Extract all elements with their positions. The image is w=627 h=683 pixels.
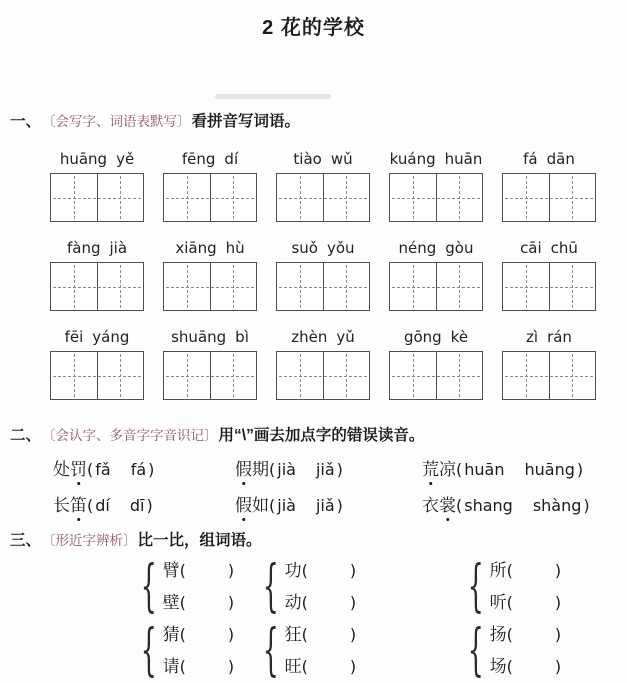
pinyin-label [67,237,127,257]
paren-close-icon: ) [227,657,235,676]
paren-close-icon: ) [227,625,235,644]
phonetic-item [422,455,627,480]
hanzi-char: 凉 [439,460,456,479]
pinyin-syllable: gōng [403,328,442,346]
brace-icon: { [140,618,157,683]
grid-cell[interactable] [436,174,483,221]
pinyin-word-group [50,148,144,222]
pinyin-label [526,326,572,346]
grid-cell[interactable] [503,352,549,399]
compare-hanzi-char: 所 [489,561,507,580]
grid-cell[interactable] [503,263,549,310]
paren-open-icon: ( [456,496,463,515]
pinyin-syllable: huān [444,150,483,168]
paren-open-icon: ( [301,657,308,676]
pinyin-grid-row [50,237,627,311]
pinyin-syllable: gòu [445,239,474,257]
grid-cell[interactable] [210,263,257,310]
pinyin-syllable: yáng [92,328,130,346]
section-1-tag: 〔会写字、词语表默写〕 [42,114,191,129]
paren-open-icon: ( [506,625,513,644]
section-1-instruction: 看拼音写词语。 [191,113,301,130]
paren-close-icon: ) [227,593,235,612]
hanzi-word [422,460,456,479]
grid-cell[interactable] [323,352,370,399]
paren-close-icon: ) [336,460,343,479]
pinyin-syllable: kuáng [389,150,436,168]
paren-open-icon: ( [301,561,308,580]
paren-open-icon: ( [87,496,94,515]
phonetic-row [53,491,627,516]
writing-grid[interactable] [163,351,257,400]
character-pair-group [131,618,253,683]
pair-lines [490,622,562,680]
grid-cell[interactable] [97,263,144,310]
pinyin-syllable: shuāng [171,328,227,346]
pinyin-word-group [389,326,483,400]
paren-close-icon: ) [554,561,562,580]
phonetic-item [53,455,235,480]
paren-close-icon: ) [146,496,153,515]
pinyin-word-group [50,326,144,400]
grid-cell[interactable] [97,174,144,221]
pinyin-option-1: shang [464,496,513,515]
pinyin-option-2: fá [130,460,147,479]
grid-cell[interactable] [277,352,323,399]
grid-cell[interactable] [210,174,257,221]
compare-hanzi-char: 请 [162,657,180,676]
paren-open-icon: ( [269,496,276,515]
grid-cell[interactable] [390,174,436,221]
pinyin-syllable: cāi [520,239,542,257]
writing-grid[interactable] [389,351,483,400]
pinyin-syllable: fá [523,150,538,168]
paren-close-icon: ) [349,593,357,612]
pair-lines [285,622,357,680]
pair-line [285,558,357,584]
grid-cell[interactable] [323,263,370,310]
paren-open-icon: ( [506,561,513,580]
paren-close-icon: ) [349,625,357,644]
compare-hanzi-char: 听 [489,593,507,612]
pair-lines [285,558,357,616]
section-2-header [10,423,627,445]
pair-row [131,554,627,619]
writing-grid[interactable] [389,173,483,222]
writing-grid[interactable] [502,262,596,311]
grid-cell[interactable] [436,263,483,310]
pinyin-label [390,148,483,168]
hanzi-word [235,460,269,479]
compare-hanzi-char: 猜 [162,625,180,644]
compare-hanzi-char: 动 [284,593,302,612]
pinyin-writing-exercise [0,148,627,400]
pair-row [131,618,627,683]
pinyin-word-group [50,237,144,311]
paren-close-icon: ) [554,625,562,644]
section-1-number: 一、 [10,113,42,130]
pinyin-syllable: suǒ [291,239,318,257]
pinyin-label [182,148,238,168]
pinyin-grid-row [50,326,627,400]
pinyin-word-group [276,237,370,311]
brace-icon: { [262,618,279,683]
paren-close-icon: ) [554,657,562,676]
pinyin-option-2: dī [129,496,145,515]
grid-cell[interactable] [503,174,549,221]
pinyin-label [291,326,355,346]
phonetic-item [235,491,422,516]
pinyin-word-group [502,237,596,311]
dotted-hanzi-char: 裳 [439,491,456,516]
pinyin-option-1: dí [95,496,110,515]
grid-cell[interactable] [51,263,97,310]
grid-cell[interactable] [51,174,97,221]
grid-cell[interactable] [164,352,210,399]
pinyin-grid-row [50,148,627,222]
pinyin-syllable: hù [225,239,245,257]
compare-hanzi-char: 壁 [162,593,180,612]
paren-open-icon: ( [301,593,308,612]
paren-close-icon: ) [349,657,357,676]
grid-cell[interactable] [549,174,596,221]
paren-close-icon: ) [349,561,357,580]
paren-close-icon: ) [576,460,584,479]
section-1-header [10,109,627,131]
pinyin-word-group [389,237,483,311]
phonetic-row [53,455,627,480]
pair-line [490,622,562,648]
pinyin-word-group [163,326,257,400]
writing-grid[interactable] [163,173,257,222]
grid-cell[interactable] [549,352,596,399]
pinyin-syllable: yě [116,150,135,168]
dotted-hanzi-char: 假 [235,491,252,516]
brace-icon: { [467,618,484,683]
writing-grid[interactable] [502,351,596,400]
phonetic-item [235,455,422,480]
paren-open-icon: ( [179,593,186,612]
character-pair-group [458,554,627,619]
compare-hanzi-char: 旺 [284,657,302,676]
writing-grid[interactable] [50,351,144,400]
paren-close-icon: ) [554,593,562,612]
compare-hanzi-char: 扬 [489,625,507,644]
paren-open-icon: ( [179,657,186,676]
grid-cell[interactable] [390,263,436,310]
character-pair-group [253,618,458,683]
paren-open-icon: ( [269,460,276,479]
brace-icon: { [467,554,484,619]
pinyin-syllable: huāng [59,150,108,168]
pinyin-word-group [163,237,257,311]
pinyin-label [293,148,352,168]
pinyin-syllable: jià [109,239,128,257]
pinyin-syllable: rán [547,328,572,346]
pinyin-label [399,237,474,257]
pair-line [490,654,562,680]
character-pair-group [253,554,458,619]
dotted-hanzi-char: 罚 [70,455,87,480]
pinyin-option-1: jià [277,460,296,479]
writing-grid[interactable] [276,351,370,400]
grid-cell[interactable] [277,174,323,221]
pair-line [163,590,235,616]
pinyin-word-group [276,326,370,400]
writing-grid[interactable] [276,173,370,222]
section-3-tag: 〔形近字辨析〕 [42,533,137,548]
section-2-instruction: 用“\”画去加点字的错误读音。 [218,427,425,444]
hanzi-char: 期 [252,460,269,479]
pinyin-syllable: zhèn [291,328,328,346]
grid-cell[interactable] [277,263,323,310]
grid-cell[interactable] [210,352,257,399]
paren-close-icon: ) [336,496,343,515]
compare-hanzi-char: 场 [489,657,507,676]
pinyin-word-group [502,326,596,400]
pinyin-syllable: zì [526,328,539,346]
hanzi-word [53,460,87,479]
paren-close-icon: ) [227,561,235,580]
pair-lines [490,558,562,616]
compare-hanzi-char: 臂 [162,561,180,580]
pair-line [163,654,235,680]
writing-grid[interactable] [276,262,370,311]
pair-line [285,654,357,680]
pinyin-word-group [163,148,257,222]
pinyin-option-2: shàng [532,496,582,515]
phonetic-item [422,491,627,516]
pinyin-syllable: chū [550,239,578,257]
pinyin-word-group [389,148,483,222]
pinyin-label [291,237,354,257]
section-3-number: 三、 [10,532,42,549]
brace-icon: { [262,554,279,619]
hanzi-word [53,496,87,515]
pinyin-option-2: jiǎ [315,460,335,479]
writing-grid[interactable] [389,262,483,311]
pinyin-label [60,148,134,168]
pinyin-label [523,148,575,168]
phonetic-item [53,491,235,516]
dotted-hanzi-char: 假 [235,455,252,480]
grid-cell[interactable] [97,352,144,399]
pair-line [285,622,357,648]
dotted-hanzi-char: 荒 [422,455,439,480]
hanzi-char: 处 [53,460,70,479]
pinyin-syllable: xiāng [175,239,217,257]
pinyin-syllable: tiào [293,150,322,168]
pinyin-label [175,237,244,257]
paren-open-icon: ( [456,460,463,479]
pinyin-word-group [276,148,370,222]
section-2-number: 二、 [10,427,42,444]
pinyin-syllable: bì [235,328,249,346]
scan-artifact [215,94,331,99]
pinyin-syllable: fēi [64,328,84,346]
compare-hanzi-char: 功 [284,561,302,580]
pair-lines [163,558,235,616]
pair-line [490,558,562,584]
hanzi-word [235,496,269,515]
writing-grid[interactable] [163,262,257,311]
character-pair-group [458,618,627,683]
paren-open-icon: ( [87,460,94,479]
pinyin-syllable: wǔ [330,150,353,168]
pinyin-option-1: jià [277,496,296,515]
grid-cell[interactable] [390,352,436,399]
grid-cell[interactable] [164,174,210,221]
writing-grid[interactable] [50,173,144,222]
pinyin-syllable: yǒu [326,239,355,257]
grid-cell[interactable] [323,174,370,221]
writing-grid[interactable] [50,262,144,311]
pair-lines [163,622,235,680]
pinyin-option-2: huāng [524,460,575,479]
grid-cell[interactable] [436,352,483,399]
paren-open-icon: ( [301,625,308,644]
section-2-tag: 〔会认字、多音字字音识记〕 [42,428,218,443]
pinyin-option-1: huān [464,460,505,479]
grid-cell[interactable] [51,352,97,399]
pinyin-syllable: fēng [181,150,216,168]
brace-icon: { [140,554,157,619]
hanzi-word [422,496,456,515]
pinyin-syllable: yǔ [336,328,355,346]
pair-line [163,622,235,648]
hanzi-char: 如 [252,496,269,515]
section-3-header [10,528,627,550]
compare-hanzi-char: 狂 [284,625,302,644]
paren-open-icon: ( [179,561,186,580]
paren-open-icon: ( [179,625,186,644]
pinyin-syllable: néng [398,239,437,257]
pinyin-syllable: dān [546,150,575,168]
pinyin-syllable: kè [450,328,469,346]
pinyin-syllable: dí [224,150,239,168]
grid-cell[interactable] [164,263,210,310]
pair-line [490,590,562,616]
grid-cell[interactable] [549,263,596,310]
dotted-hanzi-char: 笛 [70,491,87,516]
pinyin-label [65,326,130,346]
pinyin-option-2: jiǎ [315,496,335,515]
pinyin-label [171,326,249,346]
compare-words-exercise [0,554,627,683]
section-3-instruction: 比一比，组词语。 [137,532,262,549]
pair-line [285,590,357,616]
paren-open-icon: ( [506,657,513,676]
hanzi-char: 衣 [422,496,439,515]
pair-line [163,558,235,584]
reading-choice-exercise [0,455,627,516]
pinyin-word-group [502,148,596,222]
writing-grid[interactable] [502,173,596,222]
pinyin-option-1: fǎ [95,460,111,479]
paren-close-icon: ) [148,460,155,479]
pinyin-syllable: fàng [66,239,101,257]
pinyin-label [520,237,578,257]
character-pair-group [131,554,253,619]
paren-close-icon: ) [583,496,590,515]
hanzi-char: 长 [53,496,70,515]
page-title: 2 花的学校 [262,17,365,39]
pinyin-label [404,326,468,346]
paren-open-icon: ( [506,593,513,612]
